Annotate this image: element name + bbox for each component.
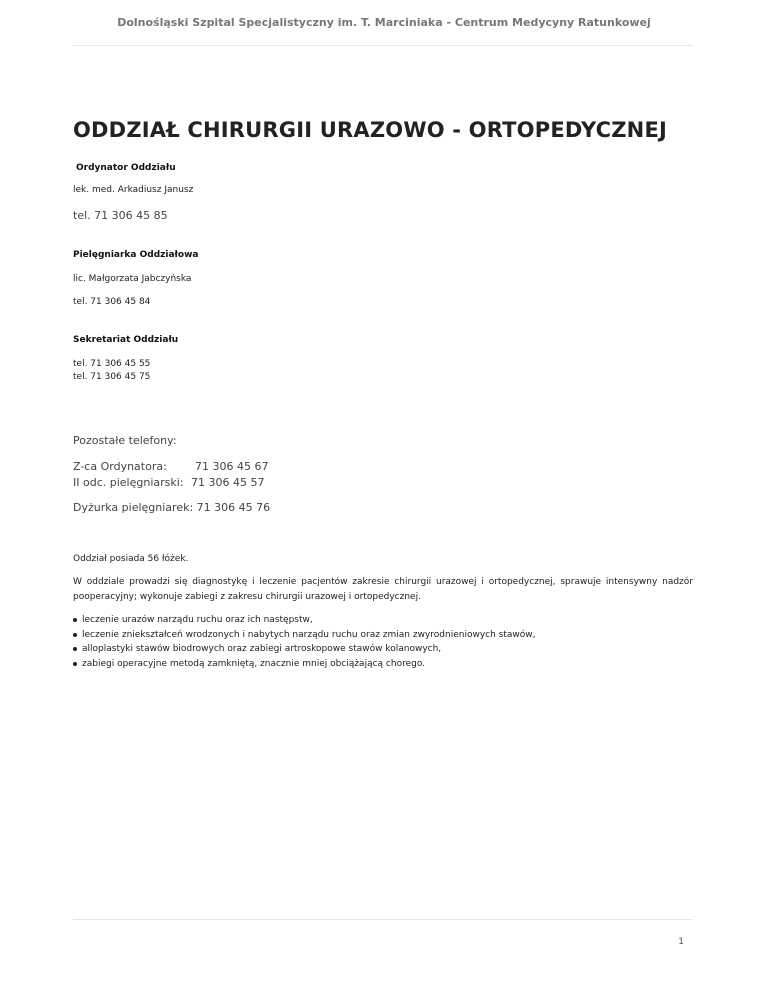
- department-description: W oddziale prowadzi się diagnostykę i leczenie pacjentów zakresie chirurgii urazowej i ortopedycznej, sprawuje intensywny nadzór pooperacyjny; wykonuje zabiegi z zakresu chirurgii urazowej i ortopedycznej.: [73, 577, 693, 602]
- pielegniarka-phone: tel. 71 306 45 84: [73, 297, 151, 307]
- phone-row-label: II odc. pielęgniarski:: [73, 476, 184, 489]
- page-number: 1: [678, 937, 684, 947]
- list-item: alloplastyki stawów biodrowych oraz zabiegi artroskopowe stawów kolanowych,: [73, 642, 535, 657]
- pielegniarka-name: lic. Małgorzata Jabczyńska: [73, 274, 192, 284]
- list-item: leczenie zniekształceń wrodzonych i nabytych narządu ruchu oraz zmian zwyrodnieniowych stawów,: [73, 628, 535, 643]
- page-title: ODDZIAŁ CHIRURGII URAZOWO - ORTOPEDYCZNEJ: [73, 118, 668, 142]
- ordynator-phone: tel. 71 306 45 85: [73, 209, 168, 222]
- ordynator-label: Ordynator Oddziału: [76, 163, 176, 173]
- phone-row-odc: [73, 475, 268, 491]
- phone-row-zca: [73, 459, 268, 475]
- phone-row-value: 71 306 45 67: [195, 460, 269, 473]
- list-item: zabiegi operacyjne metodą zamkniętą, znacznie mniej obciążającą chorego.: [73, 657, 535, 672]
- list-item: leczenie urazów narządu ruchu oraz ich następstw,: [73, 613, 535, 628]
- other-phones-heading: Pozostałe telefony:: [73, 434, 177, 447]
- dyzurka-phone: Dyżurka pielęgniarek: 71 306 45 76: [73, 501, 271, 514]
- sekretariat-phone: tel. 71 306 45 55: [73, 359, 151, 369]
- phone-row-value: 71 306 45 57: [191, 476, 265, 489]
- beds-info: Oddział posiada 56 łóżek.: [73, 554, 189, 564]
- phone-row-label: Z-ca Ordynatora:: [73, 460, 167, 473]
- sekretariat-label: Sekretariat Oddziału: [73, 335, 179, 345]
- other-phones-table: [73, 459, 268, 491]
- services-list: [73, 613, 535, 671]
- page-header-title: Dolnośląski Szpital Specjalistyczny im. T. Marciniaka - Centrum Medycyny Ratunkowej: [117, 16, 651, 29]
- ordynator-name: lek. med. Arkadiusz Janusz: [73, 185, 194, 195]
- pielegniarka-label: Pielęgniarka Oddziałowa: [73, 250, 199, 260]
- footer-divider: [73, 919, 693, 920]
- sekretariat-phone: tel. 71 306 45 75: [73, 372, 151, 382]
- header-divider: [73, 45, 693, 46]
